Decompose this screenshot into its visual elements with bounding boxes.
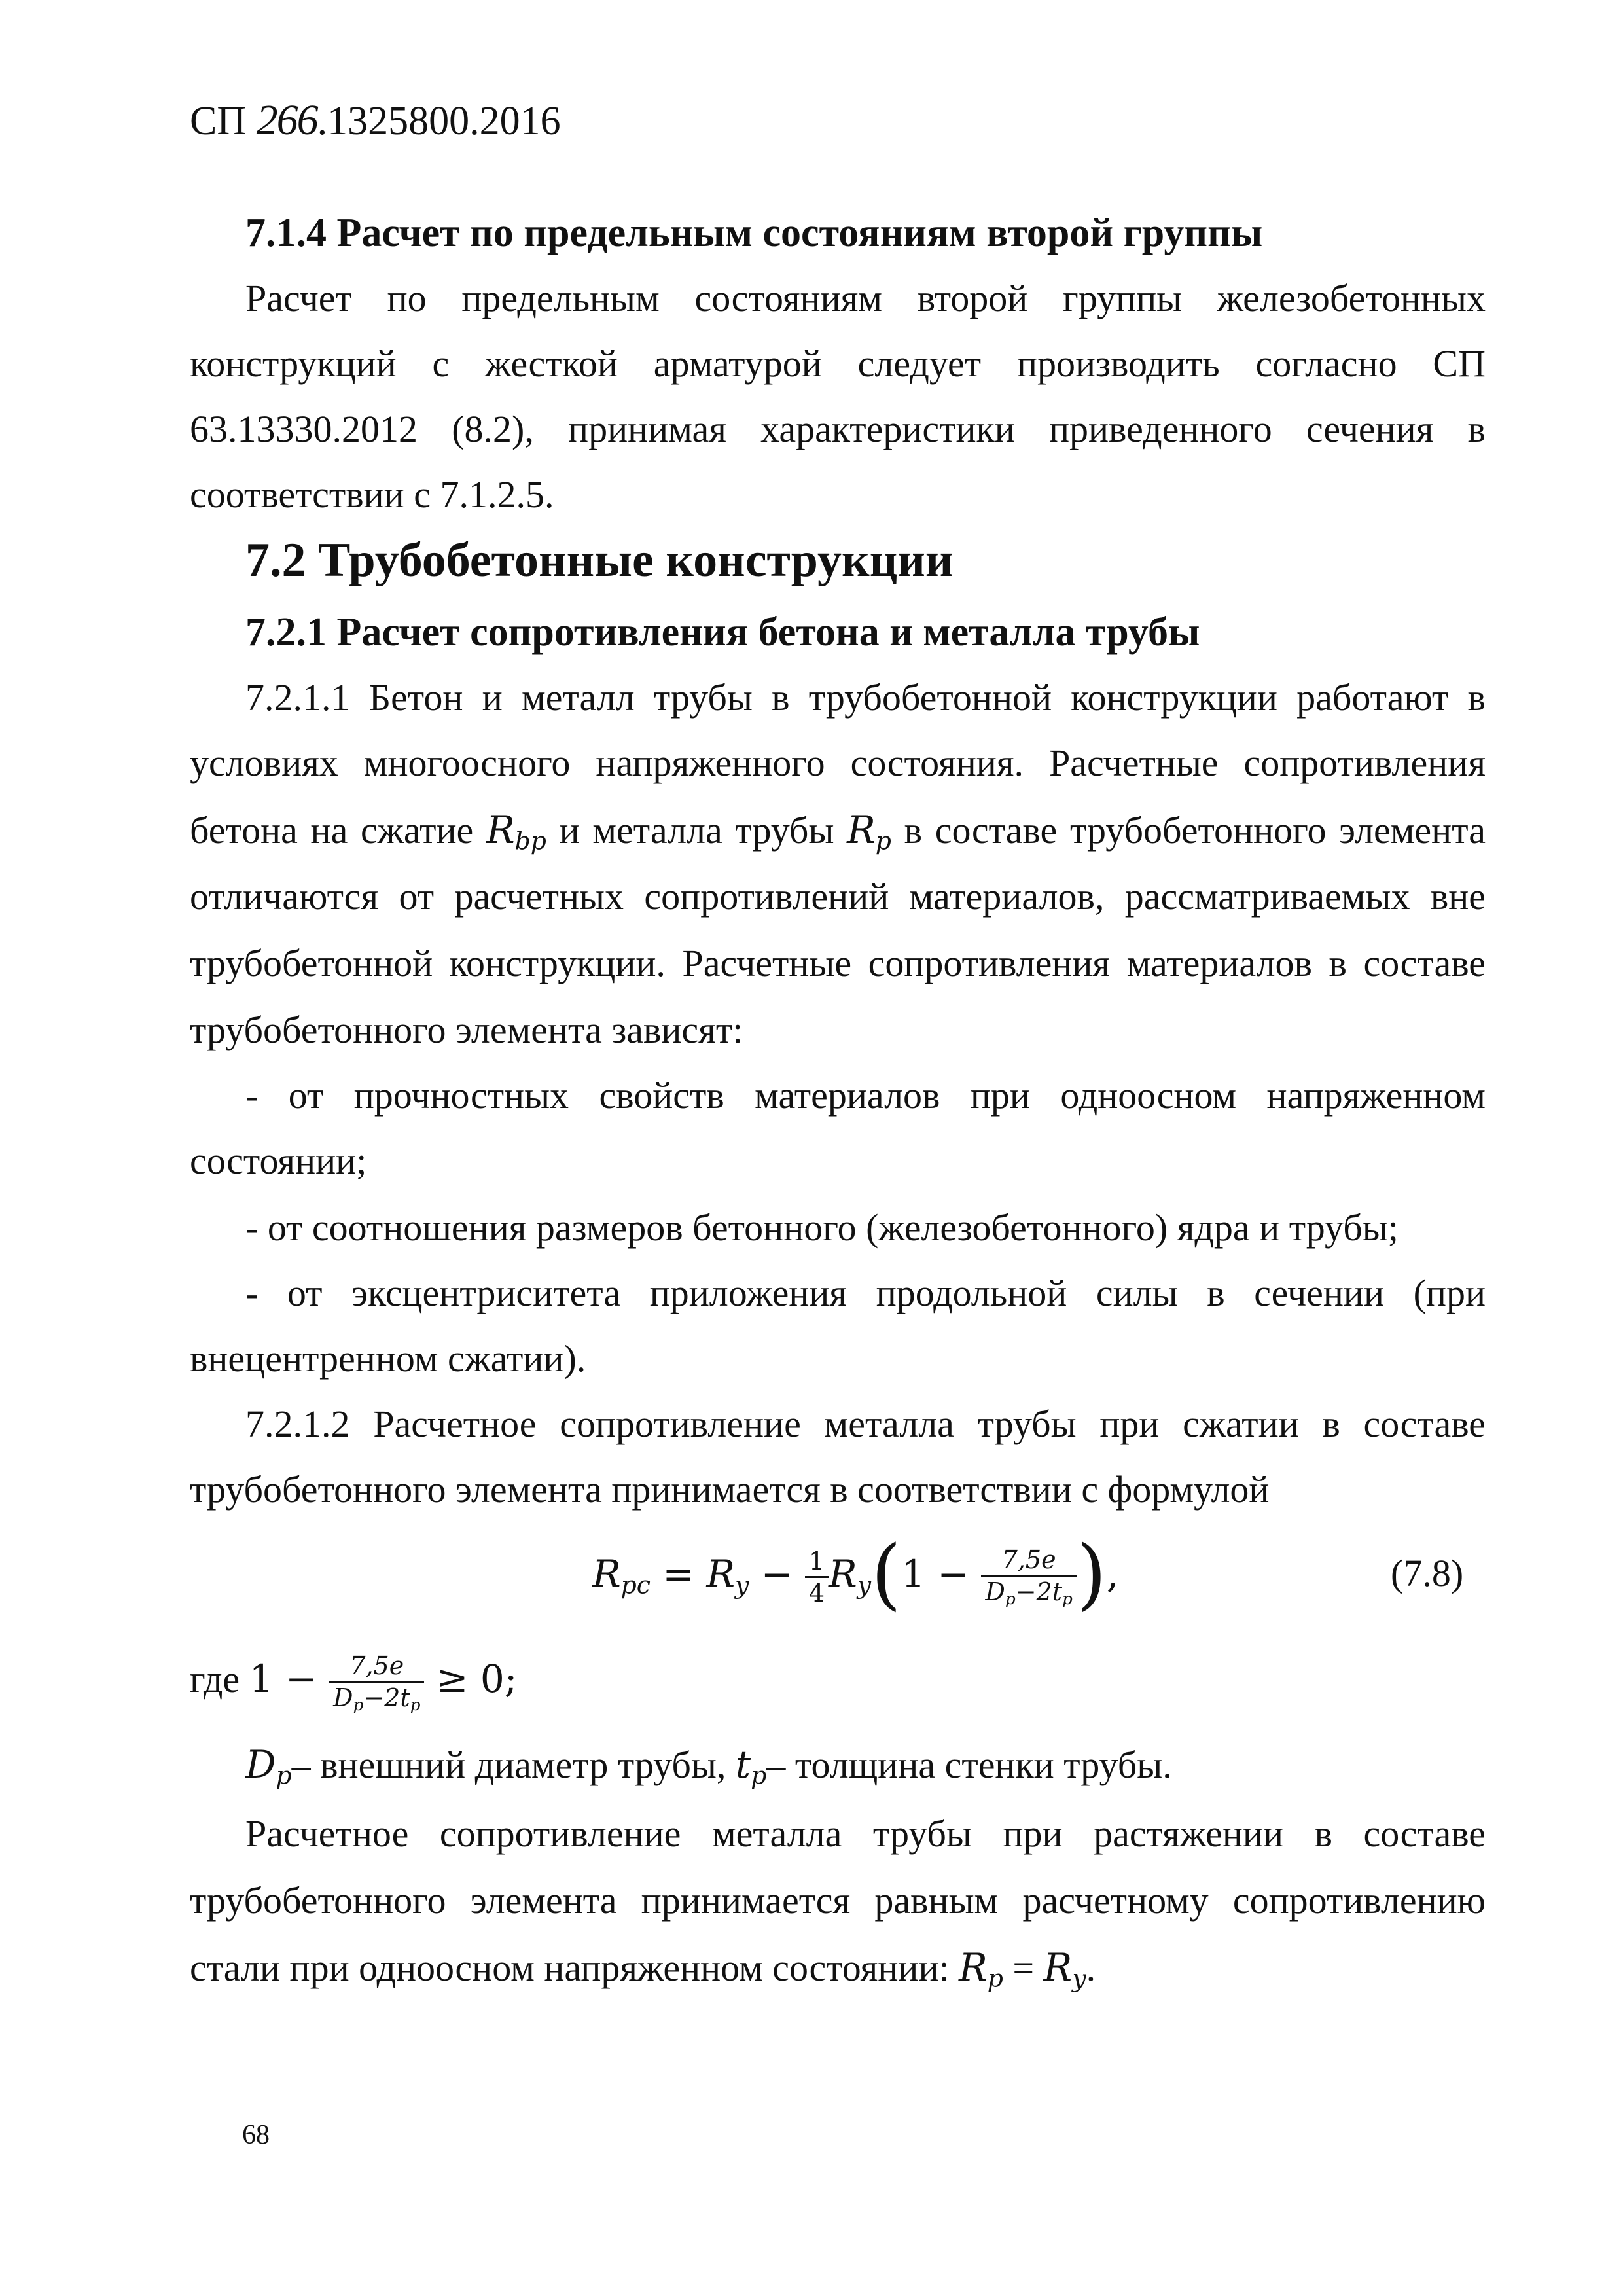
heading-7-2-1: 7.2.1 Расчет сопротивления бетона и металла трубы: [245, 610, 1200, 655]
tension-line-3: стали при одноосном напряженном состоянии: $R_p = R_y$.: [190, 1945, 1096, 1993]
fraction-condition: $\frac{7,5e}{D_p-2t_p}$: [329, 1653, 424, 1713]
tension-line-1: Расчетное сопротивление металла трубы при растяжении в составе: [245, 1812, 1486, 1855]
header-code: .1325800.2016: [317, 99, 561, 143]
bullet-1-line-2: состоянии;: [190, 1139, 367, 1182]
para-7211-line-1: 7.2.1.1 Бетон и металл трубы в трубобетонной конструкции работают в: [245, 676, 1486, 719]
text-fragment: в составе трубобетонного элемента: [891, 809, 1486, 852]
document-header: [190, 97, 561, 145]
equation-number: (7.8): [1391, 1552, 1464, 1594]
symbol-r-bp: $R_{bp}$: [486, 808, 546, 855]
para-714-line-1: Расчет по предельным состояниям второй группы железобетонных: [245, 277, 1486, 319]
symbol-d-p: $D_p$: [245, 1742, 292, 1790]
header-handwritten-number: 266: [256, 96, 317, 144]
bullet-3-line-1: - от эксцентриситета приложения продольной силы в сечении (при: [245, 1272, 1486, 1314]
where-condition: где 1 − $\frac{7,5e}{D_p-2t_p}$ ≥ 0;: [190, 1651, 518, 1714]
symbol-r-p: $R_p$: [847, 808, 891, 855]
para-714-line-4: соответствии с 7.1.2.5.: [190, 473, 554, 516]
para-7211-line-5: трубобетонной конструкции. Расчетные сопротивления материалов в составе: [190, 942, 1486, 984]
symbol-r-p-eq: $R_p$: [959, 1945, 1003, 1993]
symbol-t-p: $t_p$: [735, 1742, 767, 1790]
para-7211-line-6: трубобетонного элемента зависят:: [190, 1009, 743, 1051]
fraction-one-quarter: $\frac{1}{4}$: [805, 1549, 829, 1605]
header-prefix: СП: [190, 99, 247, 143]
fraction-eccentricity: $\frac{7,5e}{D_p-2t_p}$: [981, 1547, 1076, 1607]
para-714-line-2: конструкций с жесткой арматурой следует производить согласно СП: [190, 342, 1486, 385]
para-714-line-3: 63.13330.2012 (8.2), принимая характеристики приведенного сечения в: [190, 408, 1486, 450]
definitions-line: $D_p-$ внешний диаметр трубы, $t_p-$ толщина стенки трубы.: [245, 1742, 1172, 1790]
bullet-1-line-1: - от прочностных свойств материалов при одноосном напряженном: [245, 1074, 1486, 1117]
text-fragment: бетона на сжатие: [190, 809, 486, 852]
para-7211-line-2: условиях многоосного напряженного состояния. Расчетные сопротивления: [190, 742, 1486, 784]
text-fragment: и металла трубы: [546, 809, 847, 852]
where-word: где: [190, 1658, 240, 1700]
para-7212-line-1: 7.2.1.2 Расчетное сопротивление металла трубы при сжатии в составе: [245, 1403, 1486, 1445]
tension-line-2: трубобетонного элемента принимается равным расчетному сопротивлению: [190, 1879, 1486, 1922]
bullet-2: - от соотношения размеров бетонного (железобетонного) ядра и трубы;: [245, 1206, 1399, 1249]
heading-7-1-4: 7.1.4 Расчет по предельным состояниям второй группы: [245, 211, 1263, 255]
para-7211-line-3: [190, 806, 1486, 864]
formula-7-8: $R_{pc} = R_y$ − $\frac{1}{4}$ $R_y(1$ − $\frac{7,5e}{D_p-2t_p}$ ),: [592, 1528, 1119, 1619]
bullet-3-line-2: внецентренном сжатии).: [190, 1337, 586, 1380]
heading-7-2: 7.2 Трубобетонные конструкции: [245, 533, 954, 587]
para-7212-line-2: трубобетонного элемента принимается в соответствии с формулой: [190, 1468, 1270, 1511]
page-number: 68: [242, 2120, 270, 2150]
symbol-r-y: $R_y$: [1043, 1945, 1086, 1993]
para-7211-line-4: отличаются от расчетных сопротивлений материалов, рассматриваемых вне: [190, 875, 1486, 918]
